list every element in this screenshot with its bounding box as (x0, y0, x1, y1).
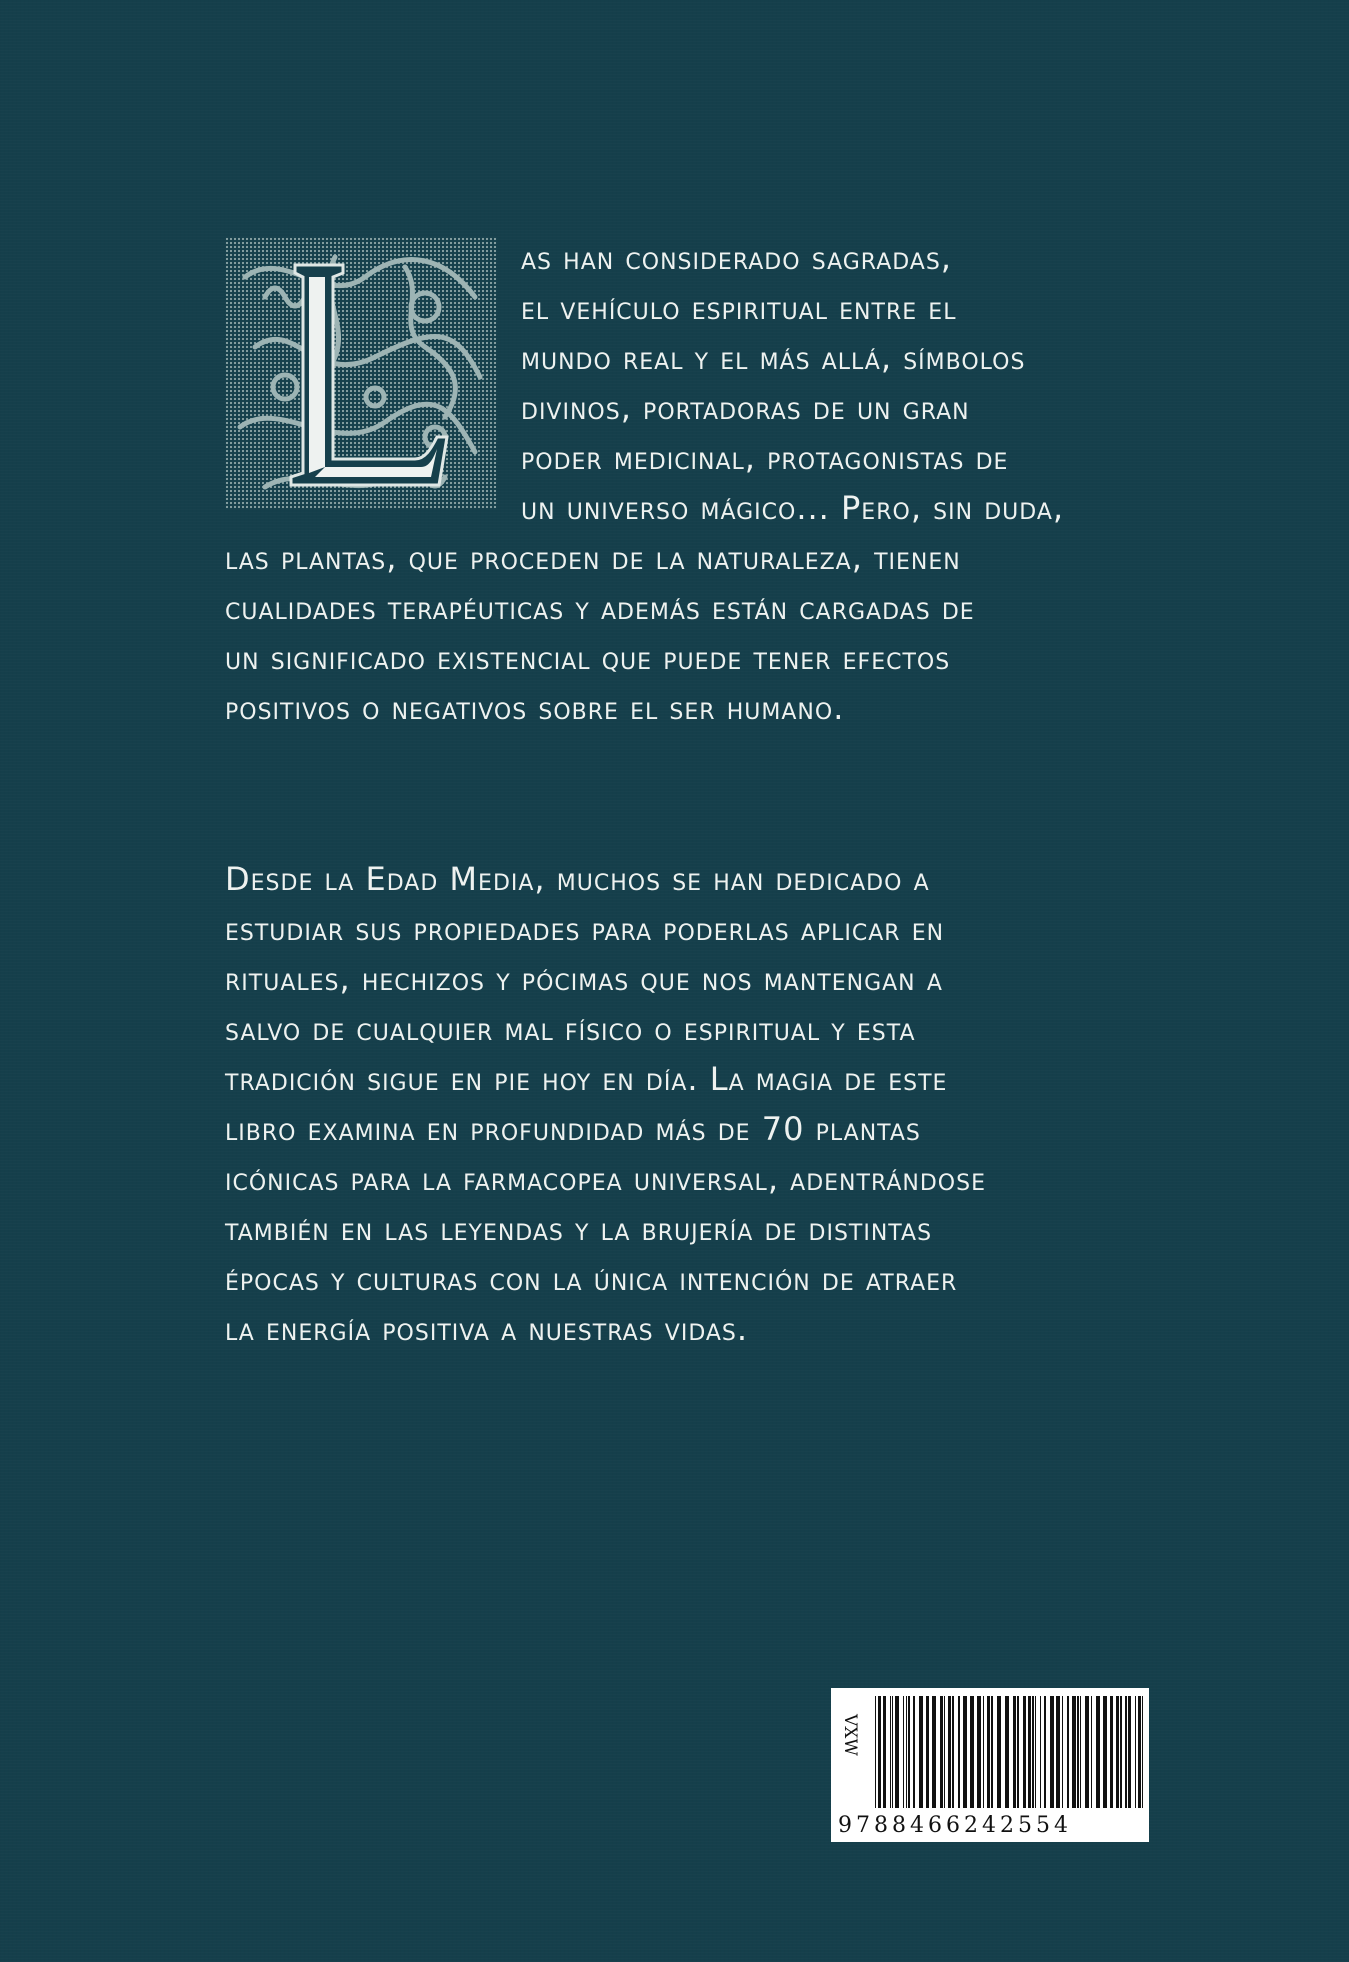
barcode-bar (1135, 1696, 1136, 1808)
barcode-bar (1080, 1696, 1081, 1808)
drop-cap-l (225, 237, 497, 509)
barcode-bar (1125, 1696, 1127, 1808)
barcode-bar (1062, 1696, 1063, 1808)
text-line: poder medicinal, protagonistas de (521, 439, 1009, 477)
barcode-code: VXW (840, 1714, 860, 1756)
text-line: divinos, portadoras de un gran (521, 389, 970, 427)
barcode-bar (1096, 1696, 1100, 1808)
barcode-bar (952, 1696, 954, 1808)
barcode-number: 9788466242554 (838, 1813, 1072, 1838)
barcode-bar (1013, 1696, 1016, 1808)
text-line: libro examina en profundidad más de 70 plantas (225, 1110, 921, 1148)
barcode-bar (1085, 1696, 1089, 1808)
barcode-bar (890, 1696, 891, 1808)
text-line: cualidades terapéuticas y además están cargadas de (225, 589, 975, 627)
barcode-bar (970, 1696, 974, 1808)
barcode-bar (903, 1696, 904, 1808)
barcode-bar (892, 1696, 893, 1808)
barcode-bar (932, 1696, 936, 1808)
barcode-bar (919, 1696, 923, 1808)
barcode-bar (1028, 1696, 1031, 1808)
barcode-bar (983, 1696, 984, 1808)
barcode-bar (940, 1696, 943, 1808)
text-line: un significado existencial que puede tener efectos (225, 639, 951, 677)
barcode-bar (1023, 1696, 1026, 1808)
barcode-bar (908, 1696, 910, 1808)
text-line: un universo mágico... Pero, sin duda, (521, 489, 1065, 527)
barcode-bar (1050, 1696, 1054, 1808)
text-line: las plantas, que proceden de la naturaleza, tienen (225, 539, 961, 577)
ornamental-initial-icon (225, 237, 497, 509)
barcode-bar (1032, 1696, 1034, 1808)
text-line: Desde la Edad Media, muchos se han dedicado a (225, 860, 930, 898)
barcode-bar (1072, 1696, 1076, 1808)
barcode-bar (1017, 1696, 1019, 1808)
barcode-bar (1067, 1696, 1069, 1808)
barcode-bar (906, 1696, 907, 1808)
barcode-bar (1128, 1696, 1131, 1808)
barcode-bar (895, 1696, 899, 1808)
text-line: también en las leyendas y la brujería de distintas (225, 1210, 933, 1248)
barcode-bar (991, 1696, 993, 1808)
barcode-bar (1040, 1696, 1041, 1808)
barcode-bar (1138, 1696, 1141, 1808)
barcode-bar (1005, 1696, 1009, 1808)
text-line: el vehículo espiritual entre el (521, 289, 957, 327)
barcode-bar (926, 1696, 929, 1808)
barcode-bar (1110, 1696, 1113, 1808)
barcode-bar (1120, 1696, 1122, 1808)
text-line: as han considerado sagradas, (521, 239, 952, 277)
barcode (831, 1688, 1149, 1842)
barcode-bar (883, 1696, 886, 1808)
text-line: positivos o negativos sobre el ser humano. (225, 689, 845, 727)
barcode-bar (1056, 1696, 1060, 1808)
text-line: rituales, hechizos y pócimas que nos mantengan a (225, 960, 943, 998)
barcode-bar (1142, 1696, 1143, 1808)
text-line: mundo real y el más allá, símbolos (521, 339, 1026, 377)
barcode-bar (977, 1696, 981, 1808)
text-line: épocas y culturas con la única intención de atraer (225, 1260, 958, 1298)
text-line: estudiar sus propiedades para poderlas aplicar en (225, 910, 945, 948)
barcode-bar (948, 1696, 951, 1808)
barcode-bar (875, 1696, 876, 1808)
barcode-bar (1116, 1696, 1119, 1808)
barcode-bar (1077, 1696, 1079, 1808)
barcode-bar (1044, 1696, 1046, 1808)
barcode-bar (1103, 1696, 1107, 1808)
text-line: la energía positiva a nuestras vidas. (225, 1310, 749, 1348)
barcode-bar (958, 1696, 960, 1808)
text-line: salvo de cualquier mal físico o espiritual y esta (225, 1010, 916, 1048)
barcode-bar (913, 1696, 915, 1808)
text-line: icónicas para la farmacopea universal, adentrándose (225, 1160, 986, 1198)
barcode-bar (878, 1696, 881, 1808)
text-line: tradición sigue en pie hoy en día. La magia de este (225, 1060, 948, 1098)
barcode-bar (987, 1696, 990, 1808)
barcode-bar (997, 1696, 1001, 1808)
barcode-bar (944, 1696, 945, 1808)
barcode-bar (1091, 1696, 1092, 1808)
barcode-bar (963, 1696, 967, 1808)
barcode-bar (1035, 1696, 1036, 1808)
